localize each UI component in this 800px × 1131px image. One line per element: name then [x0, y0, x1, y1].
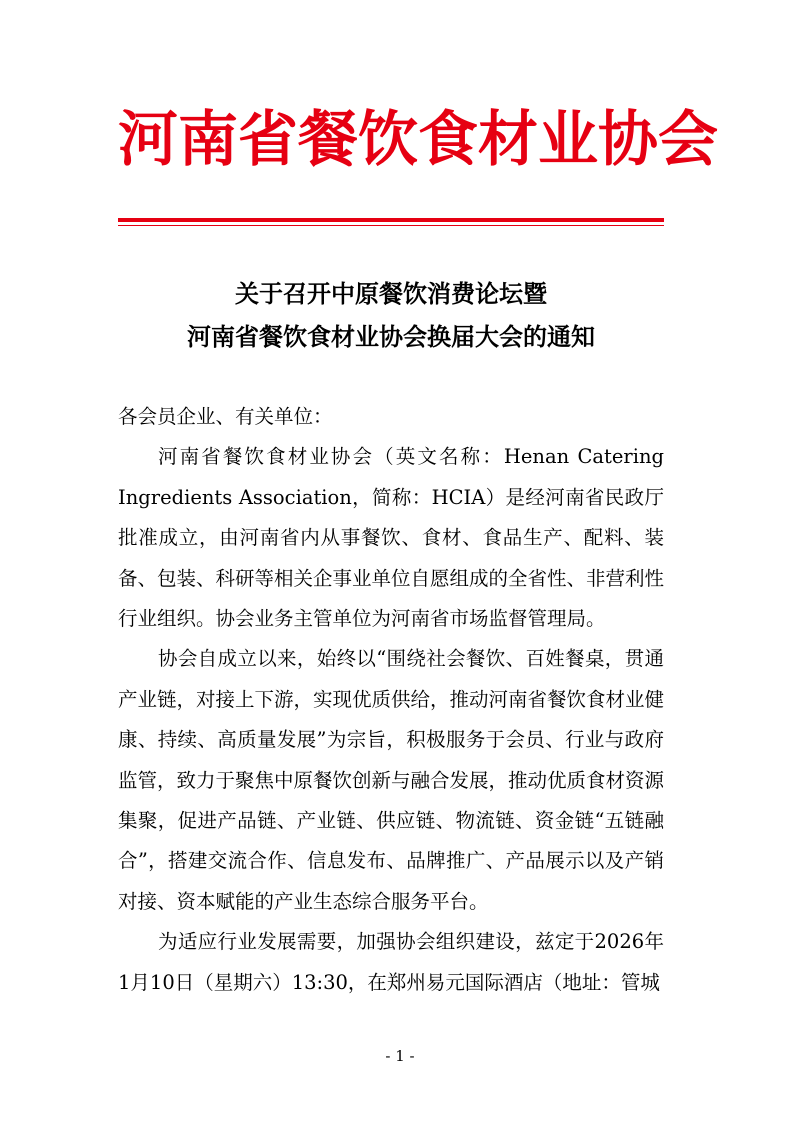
body-paragraph-1: 河南省餐饮食材业协会（英文名称：Henan Catering Ingredients Association，简称：HCIA）是经河南省民政厅批准成立，由河南省内从事餐饮、食材、食品生产、配料、装备、包装、科研等相关企事业单位自愿组成的全省性、非营利性行业组织。协会业务主管单位为河南省市场监督管理局。: [118, 445, 665, 631]
letterhead-red-rule-thick: [118, 218, 664, 222]
notice-body: [118, 397, 664, 1003]
page-number: - 1 -: [385, 1047, 415, 1065]
body-paragraph-3: 为适应行业发展需要，加强协会组织建设，兹定于2026年1月10日（星期六）13:30，在郑州易元国际酒店（地址：管城: [118, 930, 664, 994]
letterhead-red-rule-thin: [118, 225, 664, 226]
notice-title-line-2: 河南省餐饮食材业协会换届大会的通知: [187, 323, 595, 351]
body-paragraph-2: 协会自成立以来，始终以“围绕社会餐饮、百姓餐桌，贯通产业链，对接上下游，实现优质供给，推动河南省餐饮食材业健康、持续、高质量发展”为宗旨，积极服务于会员、行业与政府监管，致力于聚焦中原餐饮创新与融合发展，推动优质食材资源集聚，促进产品链、产业链、供应链、物流链、资金链“五链融合”，搭建交流合作、信息发布、品牌推广、产品展示以及产销对接、资本赋能的产业生态综合服务平台。: [118, 647, 665, 913]
salutation: 各会员企业、有关单位：: [118, 405, 333, 428]
letterhead-organization-name: 河南省餐饮食材业协会: [118, 105, 718, 175]
notice-title-line-1: 关于召开中原餐饮消费论坛暨: [235, 280, 547, 308]
